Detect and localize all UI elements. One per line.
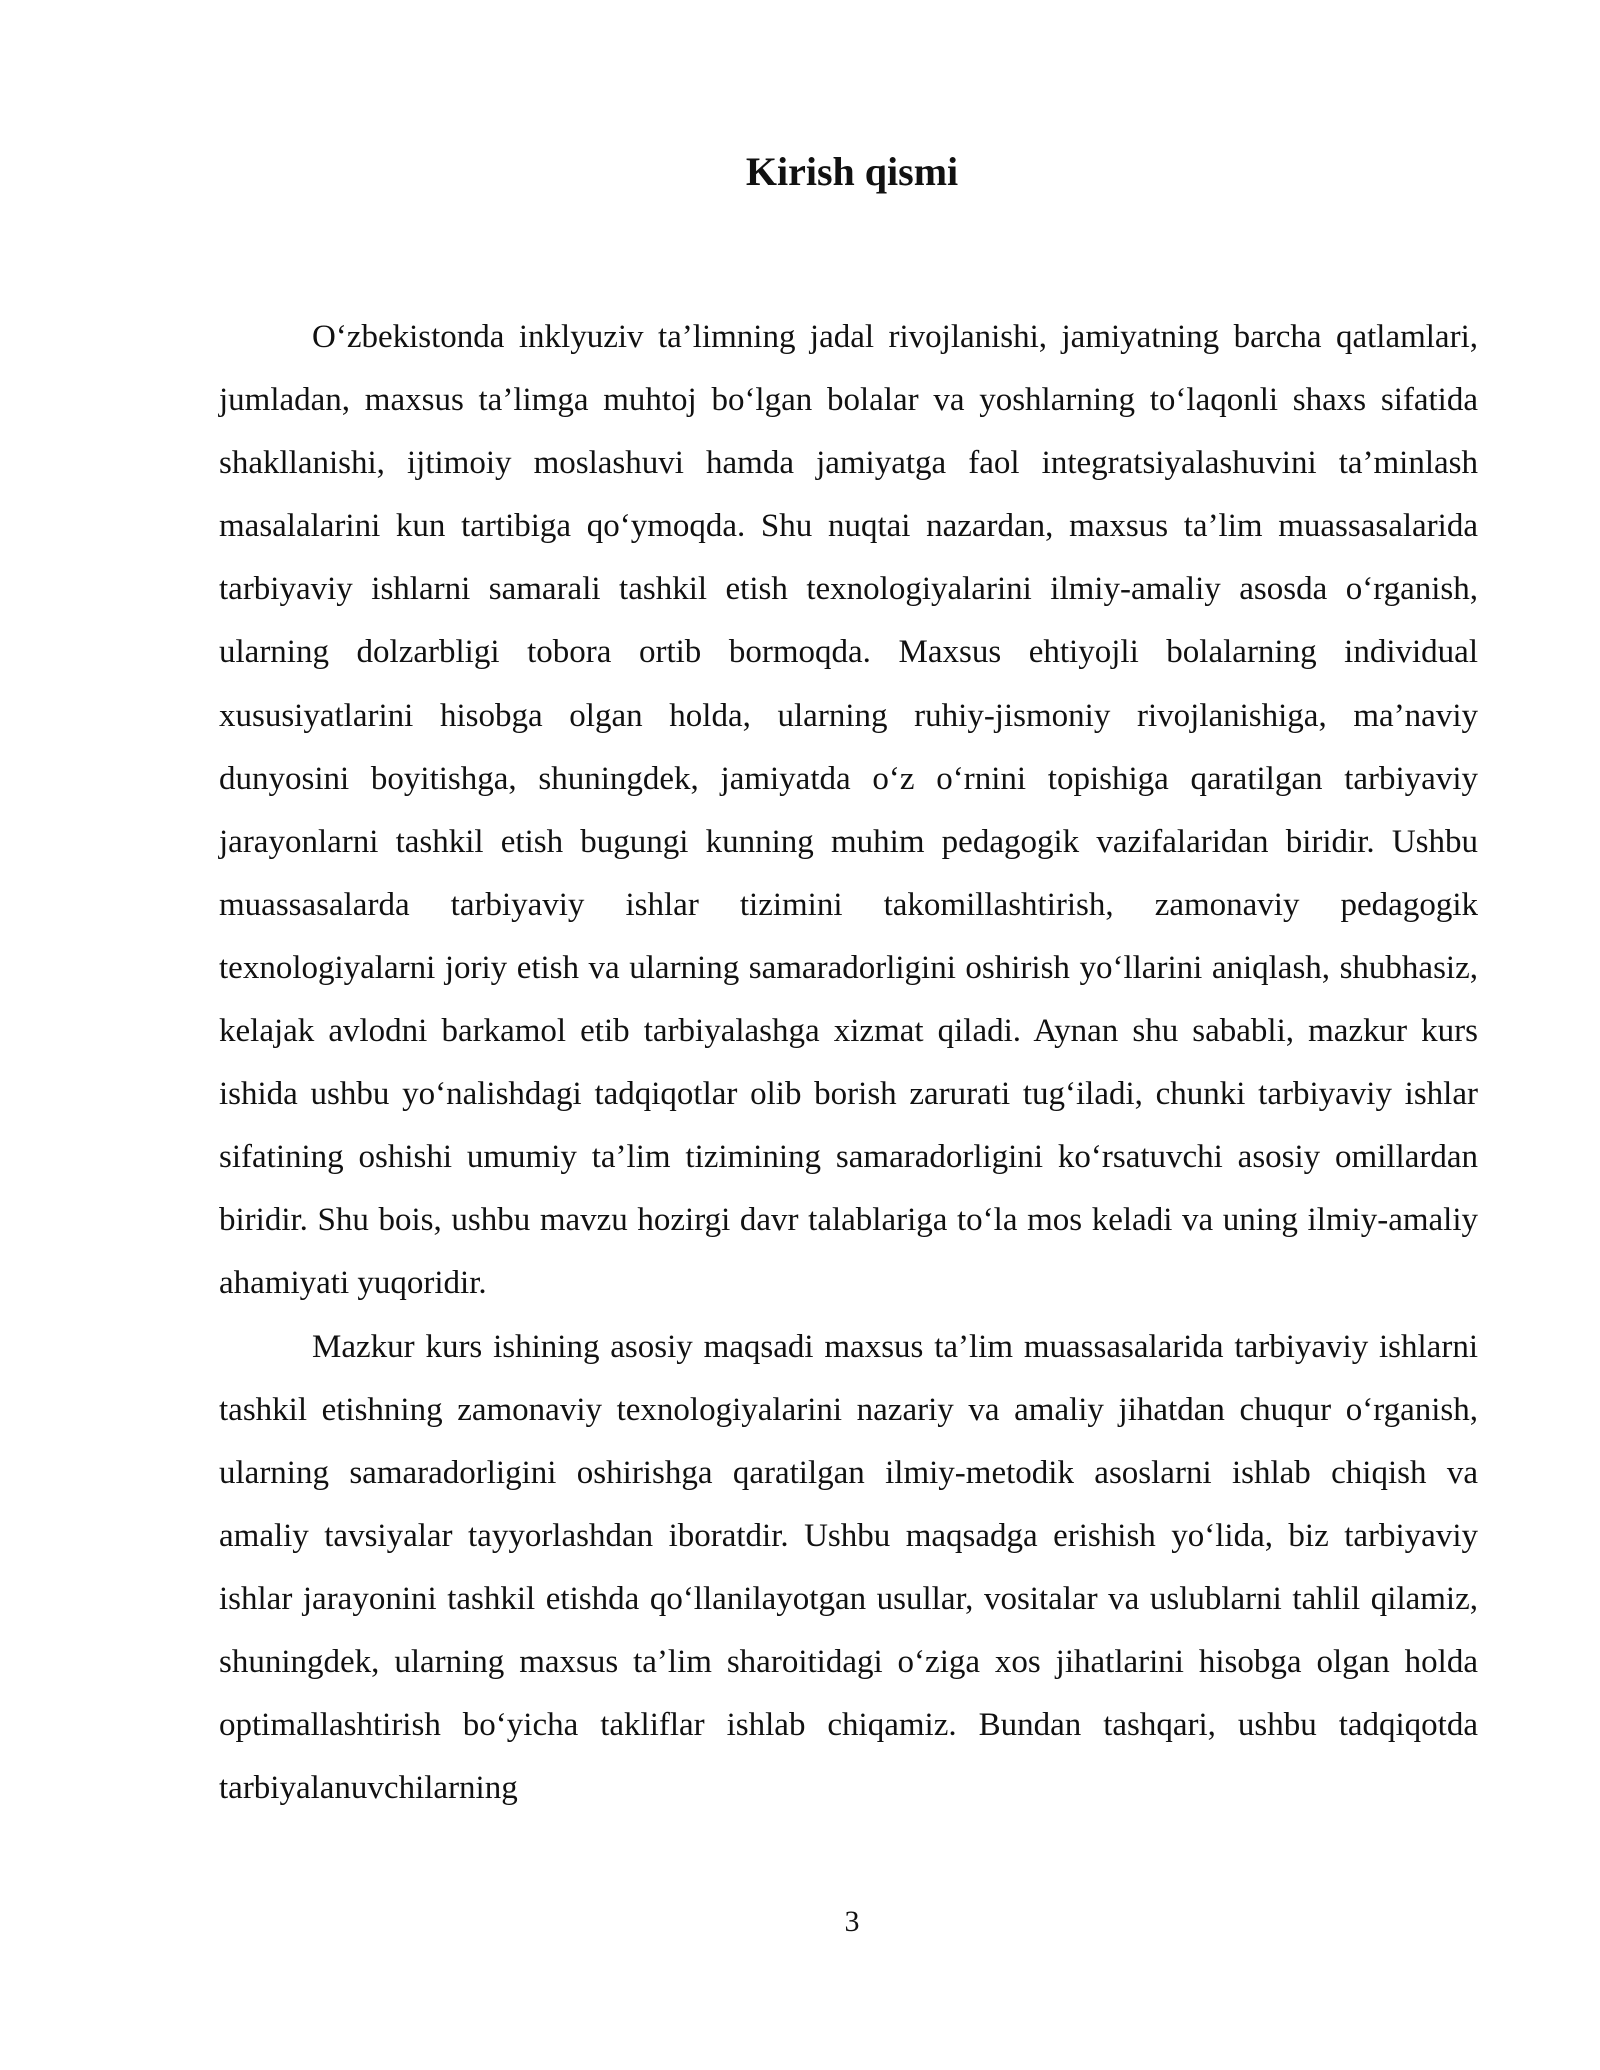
body-text [219, 306, 1478, 1820]
page-title: Kirish qismi [745, 149, 959, 194]
page-number: 3 [844, 1905, 860, 1938]
paragraph-1: O‘zbekistonda inklyuziv ta’limning jadal rivojlanishi, jamiyatning barcha qatlamlari, jumladan, maxsus ta’limga muhtoj bo‘lgan bolalar va yoshlarning to‘laqonli shaxs sifatida shakllanishi, ijtimoiy moslashuvi hamda jamiyatga faol integratsiyalashuvini ta’minlash masalalarini kun tartibiga qo‘ymoqda. Shu nuqtai nazardan, maxsus ta’lim muassasalarida tarbiyaviy ishlarni samarali tashkil etish texnologiyalarini ilmiy-amaliy asosda o‘rganish, ularning dolzarbligi tobora ortib bormoqda. Maxsus ehtiyojli bolalarning individual xususiyatlarini hisobga olgan holda, ularning ruhiy-jismoniy rivojlanishiga, ma’naviy dunyosini boyitishga, shuningdek, jamiyatda o‘z o‘rnini topishiga qaratilgan tarbiyaviy jarayonlarni tashkil etish bugungi kunning muhim pedagogik vazifalaridan biridir. Ushbu muassasalarda tarbiyaviy ishlar tizimini takomillashtirish, zamonaviy pedagogik texnologiyalarni joriy etish va ularning samaradorligini oshirish yo‘llarini aniqlash, shubhasiz, kelajak avlodni barkamol etib tarbiyalashga xizmat qiladi. Aynan shu sababli, mazkur kurs ishida ushbu yo‘nalishdagi tadqiqotlar olib borish zarurati tug‘iladi, chunki tarbiyaviy ishlar sifatining oshishi umumiy ta’lim tizimining samaradorligini ko‘rsatuvchi asosiy omillardan biridir. Shu bois, ushbu mavzu hozirgi davr talablariga to‘la mos keladi va uning ilmiy-amaliy ahamiyati yuqoridir. [219, 319, 1478, 1302]
paragraph-2: Mazkur kurs ishining asosiy maqsadi maxsus ta’lim muassasalarida tarbiyaviy ishlarni tashkil etishning zamonaviy texnologiyalarini nazariy va amaliy jihatdan chuqur o‘rganish, ularning samaradorligini oshirishga qaratilgan ilmiy-metodik asoslarni ishlab chiqish va amaliy tavsiyalar tayyorlashdan iboratdir. Ushbu maqsadga erishish yo‘lida, biz tarbiyaviy ishlar jarayonini tashkil etishda qo‘llanilayotgan usullar, vositalar va uslublarni tahlil qilamiz, shuningdek, ularning maxsus ta’lim sharoitidagi o‘ziga xos jihatlarini hisobga olgan holda optimallashtirish bo‘yicha takliflar ishlab chiqamiz. Bundan tashqari, ushbu tadqiqotda tarbiyalanuvchilarning [219, 1328, 1478, 1807]
